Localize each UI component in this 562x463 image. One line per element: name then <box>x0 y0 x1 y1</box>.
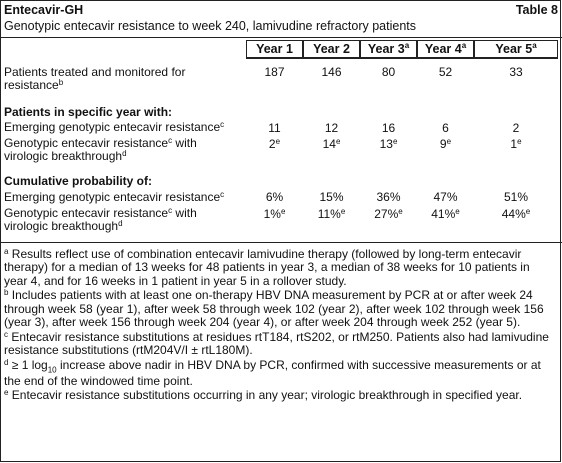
cell-genotypic-vb-y3: 13e <box>379 137 398 151</box>
cell-emerging-y3: 16 <box>381 121 396 135</box>
table-number: Table 8 <box>515 3 558 17</box>
row-label-cum-genotypic-vb: Genotypic entecavir resistance$^c$ with virologic breakthough$^d$ <box>4 206 197 234</box>
row-label-emerging: Emerging genotypic entecavir resistance$^c$ <box>4 120 225 134</box>
cell-cum-genotypic-vb-y2: 11%$^e$ <box>317 207 346 221</box>
cell-genotypic-vb-y1: 2e <box>268 137 281 151</box>
footnote-a: $^a$ Results reflect use of combination entecavir lamivudine therapy (followed by long-term entecavir therapy) for a median of 13 weeks for 48 patients in year 3, a median of 38 weeks for 10 patients in year 4, and for 16 weeks in 1 patient in year 5 in a rollover study. <box>4 247 530 288</box>
row-label-cum-emerging: Emerging genotypic entecavir resistance$^c$ <box>4 190 225 204</box>
cell-treated-y1: 187 <box>264 65 285 79</box>
cell-cum-genotypic-vb-y4: 41%$^e$ <box>431 207 460 221</box>
column-header-year-3: Year 3$^a$ <box>360 40 417 59</box>
cell-emerging-y2: 12 <box>324 121 339 135</box>
section-heading-cumulative: Cumulative probability of: <box>4 174 153 188</box>
cell-cum-emerging-y4: 47% <box>433 190 458 204</box>
cell-genotypic-vb-y5: 1e <box>510 137 522 151</box>
cell-cum-genotypic-vb-y3: 27%$^e$ <box>374 207 403 221</box>
row-label-treated: Patients treated and monitored for resistance$^b$ <box>4 65 186 93</box>
table-subtitle: Genotypic entecavir resistance to week 240, lamivudine refractory patients <box>4 19 417 33</box>
header-rule <box>0 37 562 38</box>
cell-genotypic-vb-y2: 14e <box>322 137 341 151</box>
cell-treated-y3: 80 <box>381 65 396 79</box>
cell-genotypic-vb-y4: 9e <box>439 137 452 151</box>
section-heading-specific-year: Patients in specific year with: <box>4 105 173 119</box>
column-header-year-5: Year 5$^a$ <box>474 40 558 59</box>
footnotes <box>4 248 556 404</box>
footnote-c: $^c$ Entecavir resistance substitutions at residues rtT184, rtS202, or rtM250. Patients also had lamivudine resistance substitutions (rtM204V/I ± rtL180M). <box>4 329 549 358</box>
footnote-b: $^b$ Includes patients with at least one on-therapy HBV DNA measurement by PCR at or after week 24 through week 58 (year 1), after week 58 through week 102 (year 2), after week 102 through week 156 (year 3), after week 156 through week 204 (year 4), or after week 204 through week 252 (year 5). <box>4 288 544 330</box>
cell-cum-emerging-y3: 36% <box>376 190 401 204</box>
column-header-year-4: Year 4$^a$ <box>417 40 474 59</box>
footnote-e: $^e$ Entecavir resistance substitutions occurring in any year; virologic breakthrough in specified year. <box>4 388 523 403</box>
cell-treated-y4: 52 <box>438 65 453 79</box>
cell-cum-emerging-y2: 15% <box>319 190 344 204</box>
column-header-year-2: Year 2 <box>303 40 360 59</box>
cell-treated-y2: 146 <box>321 65 342 79</box>
cell-emerging-y5: 2 <box>512 121 520 135</box>
footnote-separator <box>0 242 562 243</box>
cell-cum-emerging-y1: 6% <box>265 190 284 204</box>
table-header <box>4 3 558 17</box>
footnote-d: $^d$ ≥ 1 $\log_{10}$ increase above nadir in HBV DNA by PCR, confirmed with successive measurements or at the end of the windowed time point. <box>4 357 541 388</box>
row-label-genotypic-vb: Genotypic entecavir resistance$^c$ with virologic breakthrough$^d$ <box>4 136 197 164</box>
cell-cum-genotypic-vb-y5: 44%$^e$ <box>501 207 531 221</box>
cell-cum-emerging-y5: 51% <box>503 190 529 204</box>
cell-emerging-y1: 11 <box>268 121 281 135</box>
product-name: Entecavir-GH <box>4 3 84 17</box>
cell-emerging-y4: 6 <box>442 121 449 135</box>
column-header-year-1: Year 1 <box>246 40 303 59</box>
cell-treated-y5: 33 <box>509 65 523 79</box>
cell-cum-genotypic-vb-y1: 1%$^e$ <box>263 207 286 221</box>
